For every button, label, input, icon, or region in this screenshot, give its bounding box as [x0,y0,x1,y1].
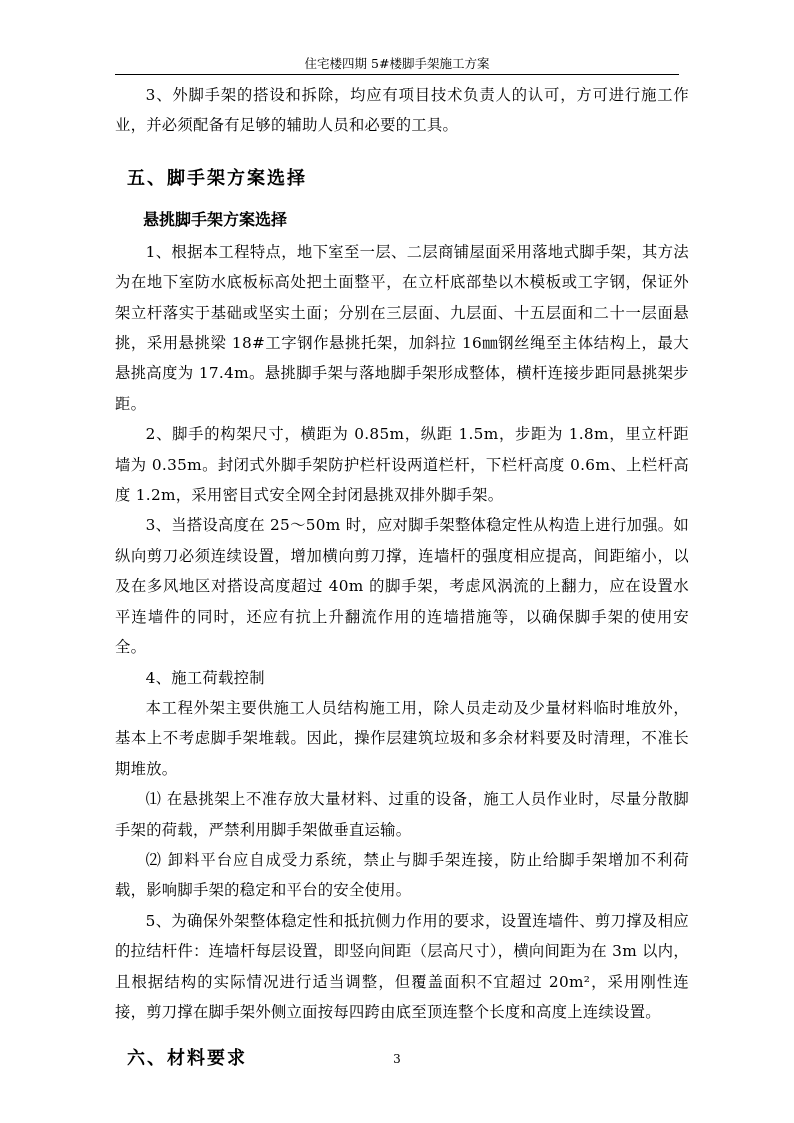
paragraph-2: 2、脚手的构架尺寸，横距为 0.85m，纵距 1.5m，步距为 1.8m，里立杆距墙为 0.35m。封闭式外脚手架防护栏杆设两道栏杆，下栏杆高度 0.6m、上栏杆高度 1.2m，采用密目式安全网全封闭悬挑双排外脚手架。 [115,425,689,505]
section-5-subheading: 悬挑脚手架方案选择 [143,209,288,229]
section-6-heading: 六、材料要求 [127,1048,247,1070]
paragraph-4-heading: 4、施工荷载控制 [145,668,265,687]
page-header: 住宅楼四期 5#楼脚手架施工方案 [304,56,490,71]
paragraph-3: 3、当搭设高度在 25～50m 时，应对脚手架整体稳定性从构造上进行加强。如纵向剪刀必须连续设置，增加横向剪刀撑，连墙杆的强度相应提高，间距缩小，以及在多风地区对搭设高度超过 40m 的脚手架，考虑风涡流的上翻力，应在设置水平连墙件的同时，还应有抗上升翻流作用的连墙措施等，以确保脚手架的使用安全。 [115,516,689,657]
intro-paragraph: 3、外脚手架的搭设和拆除，均应有项目技术负责人的认可，方可进行施工作业，并必须配备有足够的辅助人员和必要的工具。 [115,86,689,135]
page-number: 3 [393,1052,401,1066]
paragraph-4-item-2: ⑵ 卸料平台应自成受力系统，禁止与脚手架连接，防止给脚手架增加不利荷载，影响脚手架的稳定和平台的安全使用。 [115,850,689,900]
paragraph-5: 5、为确保外架整体稳定性和抵抗侧力作用的要求，设置连墙件、剪刀撑及相应的拉结杆件：连墙杆每层设置，即竖向间距（层高尺寸），横向间距为在 3m 以内，且根据结构的实际情况进行适当调整，但覆盖面积不宜超过 20m²，采用刚性连接，剪刀撑在脚手架外侧立面按每四跨由底至顶连整个长度和高度上连续设置。 [115,911,689,1021]
header-rule [115,74,679,75]
section-5-heading: 五、脚手架方案选择 [127,167,307,189]
paragraph-1: 1、根据本工程特点，地下室至一层、二层商铺屋面采用落地式脚手架，其方法为在地下室防水底板标高处把土面整平，在立杆底部垫以木模板或工字钢，保证外架立杆落实于基础或坚实土面；分别在三层面、九层面、十五层面和二十一层面悬挑，采用悬挑梁 18#工字钢作悬挑托架，加斜拉 16㎜钢丝绳至主体结构上，最大悬挑高度为 17.4m。悬挑脚手架与落地脚手架形成整体，横杆连接步距同悬挑架步距。 [115,242,689,413]
paragraph-4-body: 本工程外架主要供施工人员结构施工用，除人员走动及少量材料临时堆放外，基本上不考虑脚手架堆载。因此，操作层建筑垃圾和多余材料要及时清理，不准长期堆放。 [115,698,689,778]
paragraph-4-item-1: ⑴ 在悬挑架上不准存放大量材料、过重的设备，施工人员作业时，尽量分散脚手架的荷载，严禁利用脚手架做垂直运输。 [115,790,689,839]
document-body [115,80,689,1079]
